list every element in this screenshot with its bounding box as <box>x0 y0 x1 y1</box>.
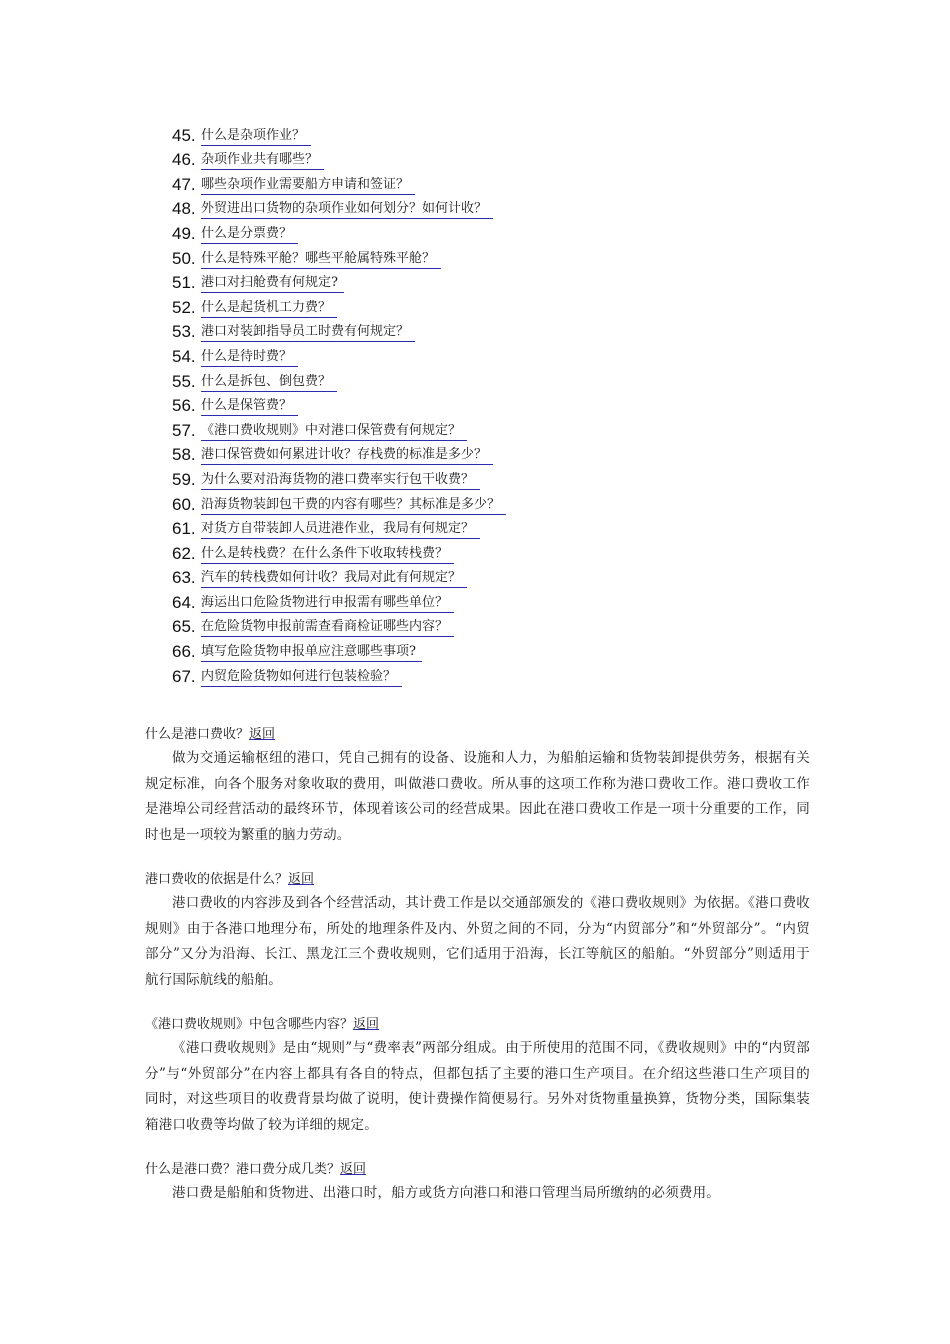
toc-item-link[interactable]: 港口对装卸指导员工时费有何规定？ <box>201 323 415 342</box>
section-answer-text: 做为交通运输枢纽的港口，凭自己拥有的设备、设施和人力，为船舶运输和货物装卸提供劳务，根据有关规定标准，向各个服务对象收取的费用，叫做港口费收。所从事的这项工作称为港口费收工作。港口费收工作是港埠公司经营活动的最终环节，体现着该公司的经营成果。因此在港口费收工作是一项十分重要的工作，同时也是一项较为繁重的脑力劳动。 <box>145 750 810 843</box>
toc-item <box>172 147 792 172</box>
section-answer-text: 《港口费收规则》是由“规则”与“费率表”两部分组成。由于所使用的范围不同，《费收规则》中的“内贸部分”与“外贸部分”在内容上都具有各自的特点，但都包括了主要的港口生产项目。在介绍这些港口生产项目的同时，对这些项目的收费背景均做了说明，使计费操作简便易行。另外对货物重量换算，货物分类，国际集装箱港口收费等均做了较为详细的规定。 <box>145 1040 810 1133</box>
section-question: 港口费收的依据是什么？ <box>145 872 289 887</box>
toc-item <box>172 491 792 516</box>
toc-item-link[interactable]: 对货方自带装卸人员进港作业，我局有何规定？ <box>201 520 480 539</box>
section-question: 《港口费收规则》中包含哪些内容？ <box>145 1017 354 1032</box>
toc-item-link[interactable]: 哪些杂项作业需要船方申请和签证？ <box>201 176 415 195</box>
toc-item-number: 56. <box>172 396 196 416</box>
toc-item-number: 48. <box>172 199 196 219</box>
toc-item <box>172 245 792 270</box>
toc-item-link[interactable]: 沿海货物装卸包干费的内容有哪些？其标准是多少？ <box>201 496 506 515</box>
toc-item <box>172 294 792 319</box>
toc-item <box>172 319 792 344</box>
toc-item-link[interactable]: 港口保管费如何累进计收？存栈费的标准是多少？ <box>201 446 493 465</box>
back-link[interactable]: 返回 <box>340 1162 367 1177</box>
toc-item <box>172 343 792 368</box>
toc-item-link[interactable]: 什么是分票费？ <box>201 225 298 244</box>
toc-item-number: 66. <box>172 642 196 662</box>
toc-item <box>172 122 792 147</box>
toc-item-number: 57. <box>172 420 196 440</box>
section-answer-text: 港口费收的内容涉及到各个经营活动，其计费工作是以交通部颁发的《港口费收规则》为依据。《港口费收规则》由于各港口地理分布，所处的地理条件及内、外贸之间的不同，分为“内贸部分”和“外贸部分”。“内贸部分”又分为沿海、长江、黑龙江三个费收规则，它们适用于沿海，长江等航区的船舶。“外贸部分”则适用于航行国际航线的船舶。 <box>145 895 810 988</box>
toc-item-number: 54. <box>172 346 196 366</box>
section-heading <box>145 724 810 746</box>
toc-item-number: 46. <box>172 150 196 170</box>
toc-item-number: 67. <box>172 666 196 686</box>
section-question: 什么是港口费？港口费分成几类？ <box>145 1162 341 1177</box>
toc-item-number: 51. <box>172 273 196 293</box>
toc-item-link[interactable]: 杂项作业共有哪些？ <box>201 151 324 170</box>
toc-item <box>172 466 792 491</box>
toc-item-number: 53. <box>172 322 196 342</box>
toc-item-link[interactable]: 什么是特殊平舱？哪些平舱属特殊平舱？ <box>201 250 441 269</box>
toc-item-number: 58. <box>172 445 196 465</box>
toc-item <box>172 417 792 442</box>
answer-sections <box>145 724 810 1228</box>
back-link[interactable]: 返回 <box>249 727 276 742</box>
answer-section <box>145 1159 810 1207</box>
toc-item-number: 65. <box>172 617 196 637</box>
toc-item-number: 45. <box>172 125 196 145</box>
toc-item <box>172 540 792 565</box>
back-link[interactable]: 返回 <box>353 1017 380 1032</box>
toc-item <box>172 638 792 663</box>
toc-item-link[interactable]: 什么是保管费？ <box>201 397 298 416</box>
toc-item-number: 64. <box>172 592 196 612</box>
back-link[interactable]: 返回 <box>288 872 315 887</box>
toc-item-link[interactable]: 什么是杂项作业？ <box>201 127 311 146</box>
question-index-list <box>172 122 792 688</box>
toc-item-link[interactable]: 港口对扫舱费有何规定? <box>201 274 344 293</box>
toc-item-number: 50. <box>172 248 196 268</box>
section-heading <box>145 1014 810 1036</box>
toc-item-link[interactable]: 为什么要对沿海货物的港口费率实行包干收费？ <box>201 471 480 490</box>
toc-item-number: 55. <box>172 371 196 391</box>
toc-item <box>172 270 792 295</box>
answer-section <box>145 869 810 993</box>
toc-item <box>172 565 792 590</box>
toc-item-link[interactable]: 内贸危险货物如何进行包装检验？ <box>201 668 402 687</box>
toc-item-number: 47. <box>172 174 196 194</box>
toc-item <box>172 589 792 614</box>
toc-item-link[interactable]: 什么是拆包、倒包费？ <box>201 373 337 392</box>
toc-item-number: 49. <box>172 223 196 243</box>
section-heading <box>145 869 810 891</box>
toc-item-link[interactable]: 外贸进出口货物的杂项作业如何划分？如何计收？ <box>201 200 493 219</box>
toc-item-number: 63. <box>172 568 196 588</box>
toc-item <box>172 393 792 418</box>
section-heading <box>145 1159 810 1181</box>
toc-item <box>172 516 792 541</box>
toc-item <box>172 442 792 467</box>
toc-item <box>172 368 792 393</box>
answer-section <box>145 1014 810 1138</box>
toc-item-link[interactable]: 在危险货物申报前需查看商检证哪些内容？ <box>201 618 454 637</box>
toc-item-link[interactable]: 什么是起货机工力费？ <box>201 299 337 318</box>
toc-item-number: 60. <box>172 494 196 514</box>
section-question: 什么是港口费收？ <box>145 727 250 742</box>
toc-item <box>172 663 792 688</box>
section-answer-text: 港口费是船舶和货物进、出港口时，船方或货方向港口和港口管理当局所缴纳的必须费用。 <box>172 1185 720 1201</box>
toc-item-number: 59. <box>172 469 196 489</box>
toc-item-link[interactable]: 什么是转栈费？在什么条件下收取转栈费？ <box>201 545 454 564</box>
toc-item <box>172 220 792 245</box>
answer-section <box>145 724 810 848</box>
toc-item <box>172 614 792 639</box>
toc-item-number: 61. <box>172 519 196 539</box>
toc-item-number: 52. <box>172 297 196 317</box>
toc-item-number: 62. <box>172 543 196 563</box>
toc-item <box>172 196 792 221</box>
toc-item-link[interactable]: 《港口费收规则》中对港口保管费有何规定？ <box>201 422 467 441</box>
toc-item <box>172 171 792 196</box>
toc-item-link[interactable]: 汽车的转栈费如何计收？我局对此有何规定？ <box>201 569 467 588</box>
toc-item-link[interactable]: 什么是待时费？ <box>201 348 298 367</box>
toc-item-link[interactable]: 填写危险货物申报单应注意哪些事项? <box>201 643 422 662</box>
toc-item-link[interactable]: 海运出口危险货物进行申报需有哪些单位？ <box>201 594 454 613</box>
